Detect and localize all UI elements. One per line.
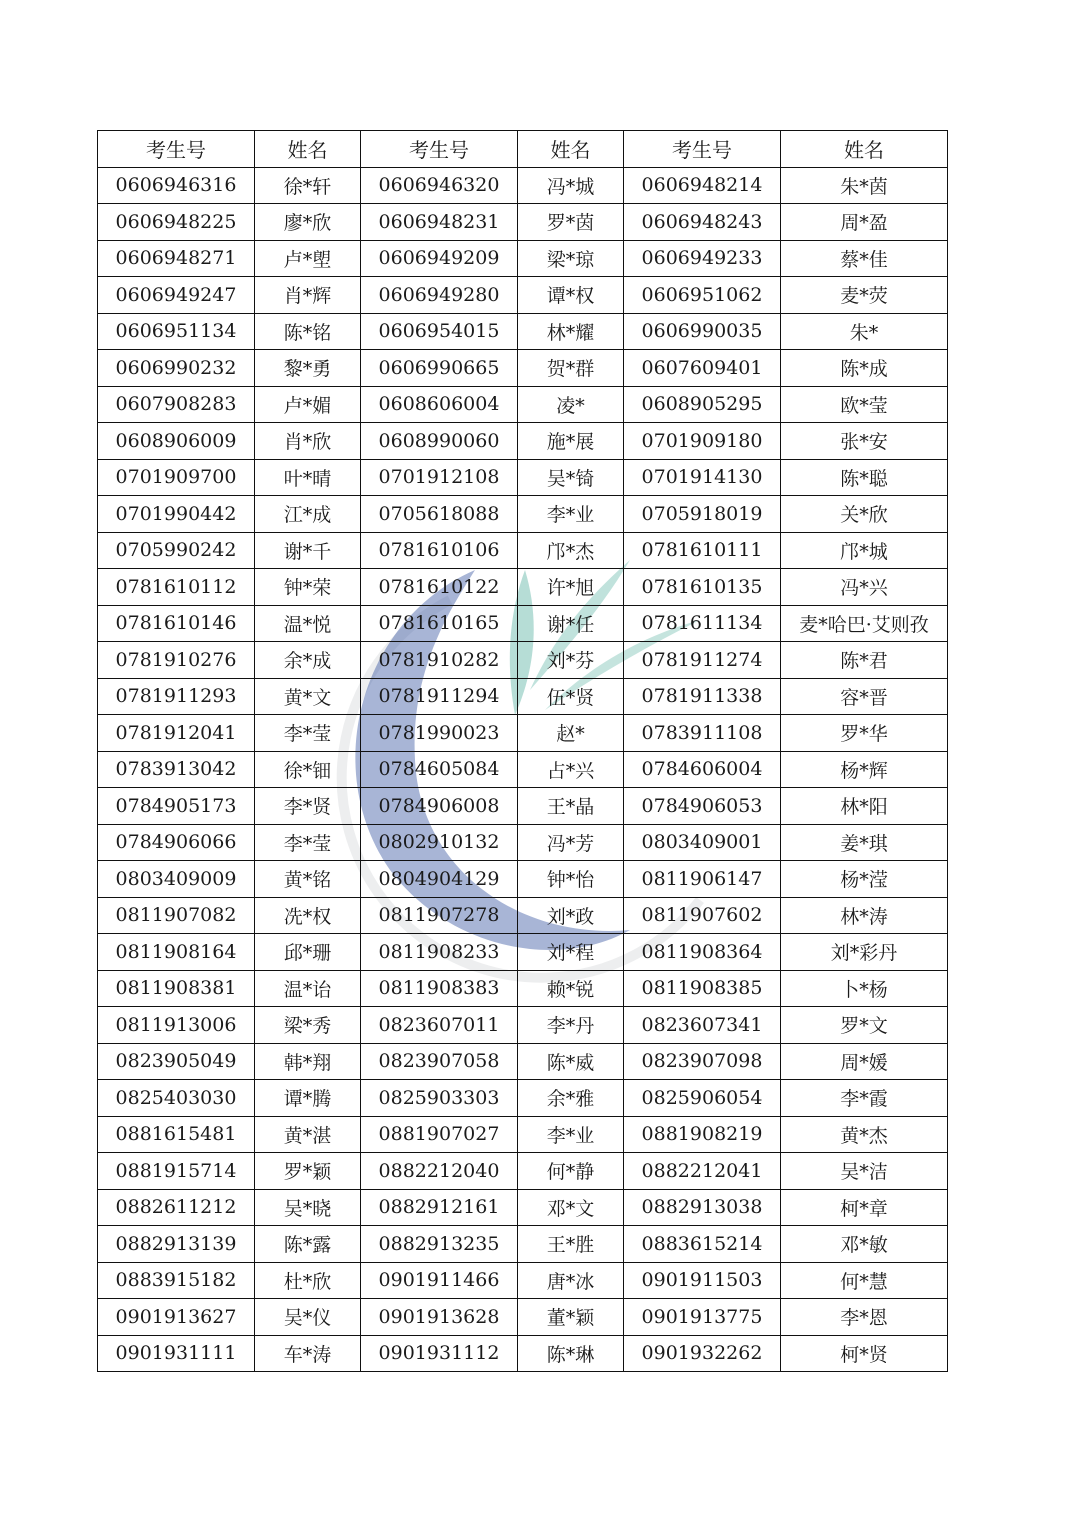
header-name: 姓名 <box>781 131 948 168</box>
table-row <box>98 1153 948 1190</box>
exam-id-cell: 0783913042 <box>98 751 255 788</box>
student-name-cell: 谭*腾 <box>255 1080 361 1117</box>
student-name-cell: 唐*冰 <box>518 1262 624 1299</box>
student-name-cell: 周*盈 <box>781 204 948 241</box>
student-name-cell: 陈*君 <box>781 642 948 679</box>
exam-id-cell: 0811908164 <box>98 934 255 971</box>
table-row <box>98 1189 948 1226</box>
exam-id-cell: 0882913139 <box>98 1226 255 1263</box>
exam-id-cell: 0608905295 <box>624 386 781 423</box>
student-name-cell: 黄*铭 <box>255 861 361 898</box>
student-name-cell: 韩*翔 <box>255 1043 361 1080</box>
student-name-cell: 刘*程 <box>518 934 624 971</box>
header-name: 姓名 <box>255 131 361 168</box>
exam-id-cell: 0606990665 <box>361 350 518 387</box>
student-name-cell: 吴*仪 <box>255 1299 361 1336</box>
table-row <box>98 1226 948 1263</box>
exam-id-cell: 0811908381 <box>98 970 255 1007</box>
exam-id-cell: 0802910132 <box>361 824 518 861</box>
student-name-cell: 李*莹 <box>255 824 361 861</box>
exam-id-cell: 0781610111 <box>624 532 781 569</box>
student-name-cell: 李*贤 <box>255 788 361 825</box>
exam-id-cell: 0608606004 <box>361 386 518 423</box>
exam-id-cell: 0781911338 <box>624 678 781 715</box>
exam-id-cell: 0701909180 <box>624 423 781 460</box>
exam-id-cell: 0606949233 <box>624 240 781 277</box>
exam-id-cell: 0811913006 <box>98 1007 255 1044</box>
table-row <box>98 1335 948 1372</box>
exam-id-cell: 0823907098 <box>624 1043 781 1080</box>
table-row <box>98 386 948 423</box>
table-row <box>98 459 948 496</box>
student-name-cell: 施*展 <box>518 423 624 460</box>
student-name-cell: 姜*琪 <box>781 824 948 861</box>
exam-id-cell: 0882912161 <box>361 1189 518 1226</box>
student-name-cell: 余*成 <box>255 642 361 679</box>
student-name-cell: 谭*权 <box>518 277 624 314</box>
student-name-cell: 容*晋 <box>781 678 948 715</box>
exam-id-cell: 0606948231 <box>361 204 518 241</box>
table-row <box>98 350 948 387</box>
exam-id-cell: 0781610135 <box>624 569 781 606</box>
student-name-cell: 贺*群 <box>518 350 624 387</box>
exam-id-cell: 0882913235 <box>361 1226 518 1263</box>
student-name-cell: 蔡*佳 <box>781 240 948 277</box>
exam-id-cell: 0881908219 <box>624 1116 781 1153</box>
exam-id-cell: 0825903303 <box>361 1080 518 1117</box>
student-name-cell: 邝*城 <box>781 532 948 569</box>
student-name-cell: 余*雅 <box>518 1080 624 1117</box>
exam-id-cell: 0881915714 <box>98 1153 255 1190</box>
exam-id-cell: 0606946316 <box>98 167 255 204</box>
exam-id-cell: 0825906054 <box>624 1080 781 1117</box>
table-row <box>98 861 948 898</box>
table-row <box>98 240 948 277</box>
exam-id-cell: 0881615481 <box>98 1116 255 1153</box>
student-name-cell: 欧*莹 <box>781 386 948 423</box>
student-name-cell: 赵* <box>518 715 624 752</box>
exam-id-cell: 0784605084 <box>361 751 518 788</box>
exam-id-cell: 0705990242 <box>98 532 255 569</box>
student-name-cell: 叶*晴 <box>255 459 361 496</box>
student-name-cell: 董*颖 <box>518 1299 624 1336</box>
student-name-cell: 王*晶 <box>518 788 624 825</box>
exam-id-cell: 0811907082 <box>98 897 255 934</box>
student-name-cell: 钟*怡 <box>518 861 624 898</box>
table-row <box>98 277 948 314</box>
exam-id-cell: 0781990023 <box>361 715 518 752</box>
header-row <box>98 131 948 168</box>
exam-id-cell: 0606946320 <box>361 167 518 204</box>
exam-id-cell: 0882611212 <box>98 1189 255 1226</box>
student-name-cell: 李*莹 <box>255 715 361 752</box>
table-row <box>98 1080 948 1117</box>
student-name-cell: 杨*辉 <box>781 751 948 788</box>
student-name-cell: 柯*贤 <box>781 1335 948 1372</box>
student-name-cell: 吴*锜 <box>518 459 624 496</box>
exam-id-cell: 0811906147 <box>624 861 781 898</box>
student-name-cell: 柯*章 <box>781 1189 948 1226</box>
student-name-cell: 林*耀 <box>518 313 624 350</box>
exam-id-cell: 0882913038 <box>624 1189 781 1226</box>
exam-id-cell: 0606948271 <box>98 240 255 277</box>
table-row <box>98 1299 948 1336</box>
exam-id-cell: 0606954015 <box>361 313 518 350</box>
table-row <box>98 970 948 1007</box>
exam-id-cell: 0823607341 <box>624 1007 781 1044</box>
exam-id-cell: 0901913775 <box>624 1299 781 1336</box>
student-name-cell: 黎*勇 <box>255 350 361 387</box>
student-name-cell: 罗*华 <box>781 715 948 752</box>
table-row <box>98 751 948 788</box>
student-name-cell: 林*阳 <box>781 788 948 825</box>
exam-id-cell: 0823607011 <box>361 1007 518 1044</box>
student-name-cell: 冯*城 <box>518 167 624 204</box>
student-name-cell: 肖*欣 <box>255 423 361 460</box>
table-row <box>98 496 948 533</box>
exam-id-cell: 0781912041 <box>98 715 255 752</box>
student-name-cell: 江*成 <box>255 496 361 533</box>
header-exam-id: 考生号 <box>624 131 781 168</box>
table-row <box>98 1262 948 1299</box>
student-name-cell: 杨*滢 <box>781 861 948 898</box>
table-row <box>98 605 948 642</box>
exam-id-cell: 0781610146 <box>98 605 255 642</box>
exam-id-cell: 0901932262 <box>624 1335 781 1372</box>
student-name-cell: 冯*芳 <box>518 824 624 861</box>
exam-id-cell: 0781911294 <box>361 678 518 715</box>
student-name-cell: 谢*任 <box>518 605 624 642</box>
student-name-cell: 黄*湛 <box>255 1116 361 1153</box>
student-name-cell: 张*安 <box>781 423 948 460</box>
exam-id-cell: 0705618088 <box>361 496 518 533</box>
student-name-cell: 关*欣 <box>781 496 948 533</box>
exam-id-cell: 0901911503 <box>624 1262 781 1299</box>
student-name-cell: 李*霞 <box>781 1080 948 1117</box>
exam-id-cell: 0811908383 <box>361 970 518 1007</box>
student-name-cell: 林*涛 <box>781 897 948 934</box>
exam-id-cell: 0701990442 <box>98 496 255 533</box>
exam-id-cell: 0781911274 <box>624 642 781 679</box>
student-name-cell: 温*悦 <box>255 605 361 642</box>
student-name-cell: 卢*塱 <box>255 240 361 277</box>
student-name-cell: 李*丹 <box>518 1007 624 1044</box>
student-name-cell: 凌* <box>518 386 624 423</box>
student-name-cell: 梁*秀 <box>255 1007 361 1044</box>
exam-id-cell: 0901913628 <box>361 1299 518 1336</box>
exam-id-cell: 0901931111 <box>98 1335 255 1372</box>
student-name-cell: 吴*洁 <box>781 1153 948 1190</box>
table-row <box>98 824 948 861</box>
student-name-cell: 谢*千 <box>255 532 361 569</box>
exam-id-cell: 0823905049 <box>98 1043 255 1080</box>
exam-id-cell: 0883615214 <box>624 1226 781 1263</box>
student-name-cell: 刘*芬 <box>518 642 624 679</box>
exam-id-cell: 0825403030 <box>98 1080 255 1117</box>
table-row <box>98 569 948 606</box>
exam-id-cell: 0781910276 <box>98 642 255 679</box>
student-name-cell: 邝*杰 <box>518 532 624 569</box>
exam-id-cell: 0784906066 <box>98 824 255 861</box>
table-row <box>98 1043 948 1080</box>
student-name-cell: 邓*敏 <box>781 1226 948 1263</box>
table-row <box>98 678 948 715</box>
student-name-cell: 何*静 <box>518 1153 624 1190</box>
exam-id-cell: 0881907027 <box>361 1116 518 1153</box>
table-body <box>98 167 948 1372</box>
exam-id-cell: 0811908233 <box>361 934 518 971</box>
student-name-cell: 麦*哈巴·艾则孜 <box>781 605 948 642</box>
student-name-cell: 刘*彩丹 <box>781 934 948 971</box>
student-name-cell: 朱* <box>781 313 948 350</box>
table-row <box>98 1116 948 1153</box>
table-row <box>98 423 948 460</box>
student-name-cell: 陈*聪 <box>781 459 948 496</box>
table-row <box>98 532 948 569</box>
exam-id-cell: 0811907278 <box>361 897 518 934</box>
student-name-cell: 黄*文 <box>255 678 361 715</box>
exam-id-cell: 0901931112 <box>361 1335 518 1372</box>
student-name-cell: 罗*颖 <box>255 1153 361 1190</box>
exam-id-cell: 0784906053 <box>624 788 781 825</box>
exam-id-cell: 0606948243 <box>624 204 781 241</box>
student-name-cell: 周*媛 <box>781 1043 948 1080</box>
student-name-cell: 卜*杨 <box>781 970 948 1007</box>
exam-id-cell: 0705918019 <box>624 496 781 533</box>
header-name: 姓名 <box>518 131 624 168</box>
table-row <box>98 204 948 241</box>
header-exam-id: 考生号 <box>98 131 255 168</box>
student-name-cell: 陈*成 <box>781 350 948 387</box>
exam-id-cell: 0784906008 <box>361 788 518 825</box>
exam-id-cell: 0606990035 <box>624 313 781 350</box>
student-name-cell: 梁*琼 <box>518 240 624 277</box>
table-row <box>98 167 948 204</box>
exam-id-cell: 0823907058 <box>361 1043 518 1080</box>
exam-id-cell: 0811908385 <box>624 970 781 1007</box>
student-name-cell: 罗*茵 <box>518 204 624 241</box>
exam-id-cell: 0606948214 <box>624 167 781 204</box>
student-name-cell: 徐*钿 <box>255 751 361 788</box>
exam-id-cell: 0606951134 <box>98 313 255 350</box>
exam-id-cell: 0781910282 <box>361 642 518 679</box>
student-name-cell: 何*慧 <box>781 1262 948 1299</box>
student-name-cell: 杜*欣 <box>255 1262 361 1299</box>
student-name-cell: 许*旭 <box>518 569 624 606</box>
exam-id-cell: 0784606004 <box>624 751 781 788</box>
student-name-cell: 卢*媚 <box>255 386 361 423</box>
exam-id-cell: 0781610112 <box>98 569 255 606</box>
student-name-cell: 朱*茵 <box>781 167 948 204</box>
exam-id-cell: 0882212041 <box>624 1153 781 1190</box>
student-name-cell: 温*诒 <box>255 970 361 1007</box>
exam-id-cell: 0811907602 <box>624 897 781 934</box>
student-name-cell: 李*业 <box>518 496 624 533</box>
student-name-cell: 李*恩 <box>781 1299 948 1336</box>
student-name-cell: 廖*欣 <box>255 204 361 241</box>
student-name-cell: 占*兴 <box>518 751 624 788</box>
table-row <box>98 642 948 679</box>
student-name-cell: 肖*辉 <box>255 277 361 314</box>
student-name-cell: 陈*琳 <box>518 1335 624 1372</box>
table-row <box>98 715 948 752</box>
exam-id-cell: 0781911293 <box>98 678 255 715</box>
student-name-cell: 刘*政 <box>518 897 624 934</box>
table-row <box>98 313 948 350</box>
exam-id-cell: 0607609401 <box>624 350 781 387</box>
student-name-cell: 罗*文 <box>781 1007 948 1044</box>
exam-id-cell: 0783911108 <box>624 715 781 752</box>
student-name-cell: 陈*露 <box>255 1226 361 1263</box>
student-name-cell: 邓*文 <box>518 1189 624 1226</box>
exam-id-cell: 0901911466 <box>361 1262 518 1299</box>
student-name-cell: 陈*铭 <box>255 313 361 350</box>
exam-id-cell: 0784905173 <box>98 788 255 825</box>
exam-id-cell: 0606949247 <box>98 277 255 314</box>
exam-id-cell: 0882212040 <box>361 1153 518 1190</box>
exam-id-cell: 0606949209 <box>361 240 518 277</box>
exam-id-cell: 0607908283 <box>98 386 255 423</box>
exam-id-cell: 0606948225 <box>98 204 255 241</box>
student-name-cell: 冯*兴 <box>781 569 948 606</box>
exam-id-cell: 0781611134 <box>624 605 781 642</box>
exam-id-cell: 0781610165 <box>361 605 518 642</box>
exam-id-cell: 0608906009 <box>98 423 255 460</box>
exam-id-cell: 0701912108 <box>361 459 518 496</box>
candidate-roster-table <box>97 130 948 1372</box>
student-name-cell: 赖*锐 <box>518 970 624 1007</box>
student-name-cell: 伍*贤 <box>518 678 624 715</box>
table-row <box>98 1007 948 1044</box>
table-row <box>98 934 948 971</box>
student-name-cell: 钟*荣 <box>255 569 361 606</box>
exam-id-cell: 0781610122 <box>361 569 518 606</box>
student-name-cell: 邱*珊 <box>255 934 361 971</box>
exam-id-cell: 0701914130 <box>624 459 781 496</box>
student-name-cell: 徐*轩 <box>255 167 361 204</box>
exam-id-cell: 0606949280 <box>361 277 518 314</box>
exam-id-cell: 0901913627 <box>98 1299 255 1336</box>
table-header <box>98 131 948 168</box>
table-row <box>98 897 948 934</box>
student-name-cell: 冼*权 <box>255 897 361 934</box>
student-name-cell: 车*涛 <box>255 1335 361 1372</box>
exam-id-cell: 0606951062 <box>624 277 781 314</box>
student-name-cell: 麦*荧 <box>781 277 948 314</box>
student-name-cell: 黄*杰 <box>781 1116 948 1153</box>
exam-id-cell: 0781610106 <box>361 532 518 569</box>
table-row <box>98 788 948 825</box>
header-exam-id: 考生号 <box>361 131 518 168</box>
student-name-cell: 李*业 <box>518 1116 624 1153</box>
student-name-cell: 吴*晓 <box>255 1189 361 1226</box>
student-name-cell: 王*胜 <box>518 1226 624 1263</box>
exam-id-cell: 0811908364 <box>624 934 781 971</box>
exam-id-cell: 0606990232 <box>98 350 255 387</box>
exam-id-cell: 0803409001 <box>624 824 781 861</box>
student-name-cell: 陈*威 <box>518 1043 624 1080</box>
exam-id-cell: 0608990060 <box>361 423 518 460</box>
exam-id-cell: 0701909700 <box>98 459 255 496</box>
exam-id-cell: 0804904129 <box>361 861 518 898</box>
exam-id-cell: 0803409009 <box>98 861 255 898</box>
exam-id-cell: 0883915182 <box>98 1262 255 1299</box>
